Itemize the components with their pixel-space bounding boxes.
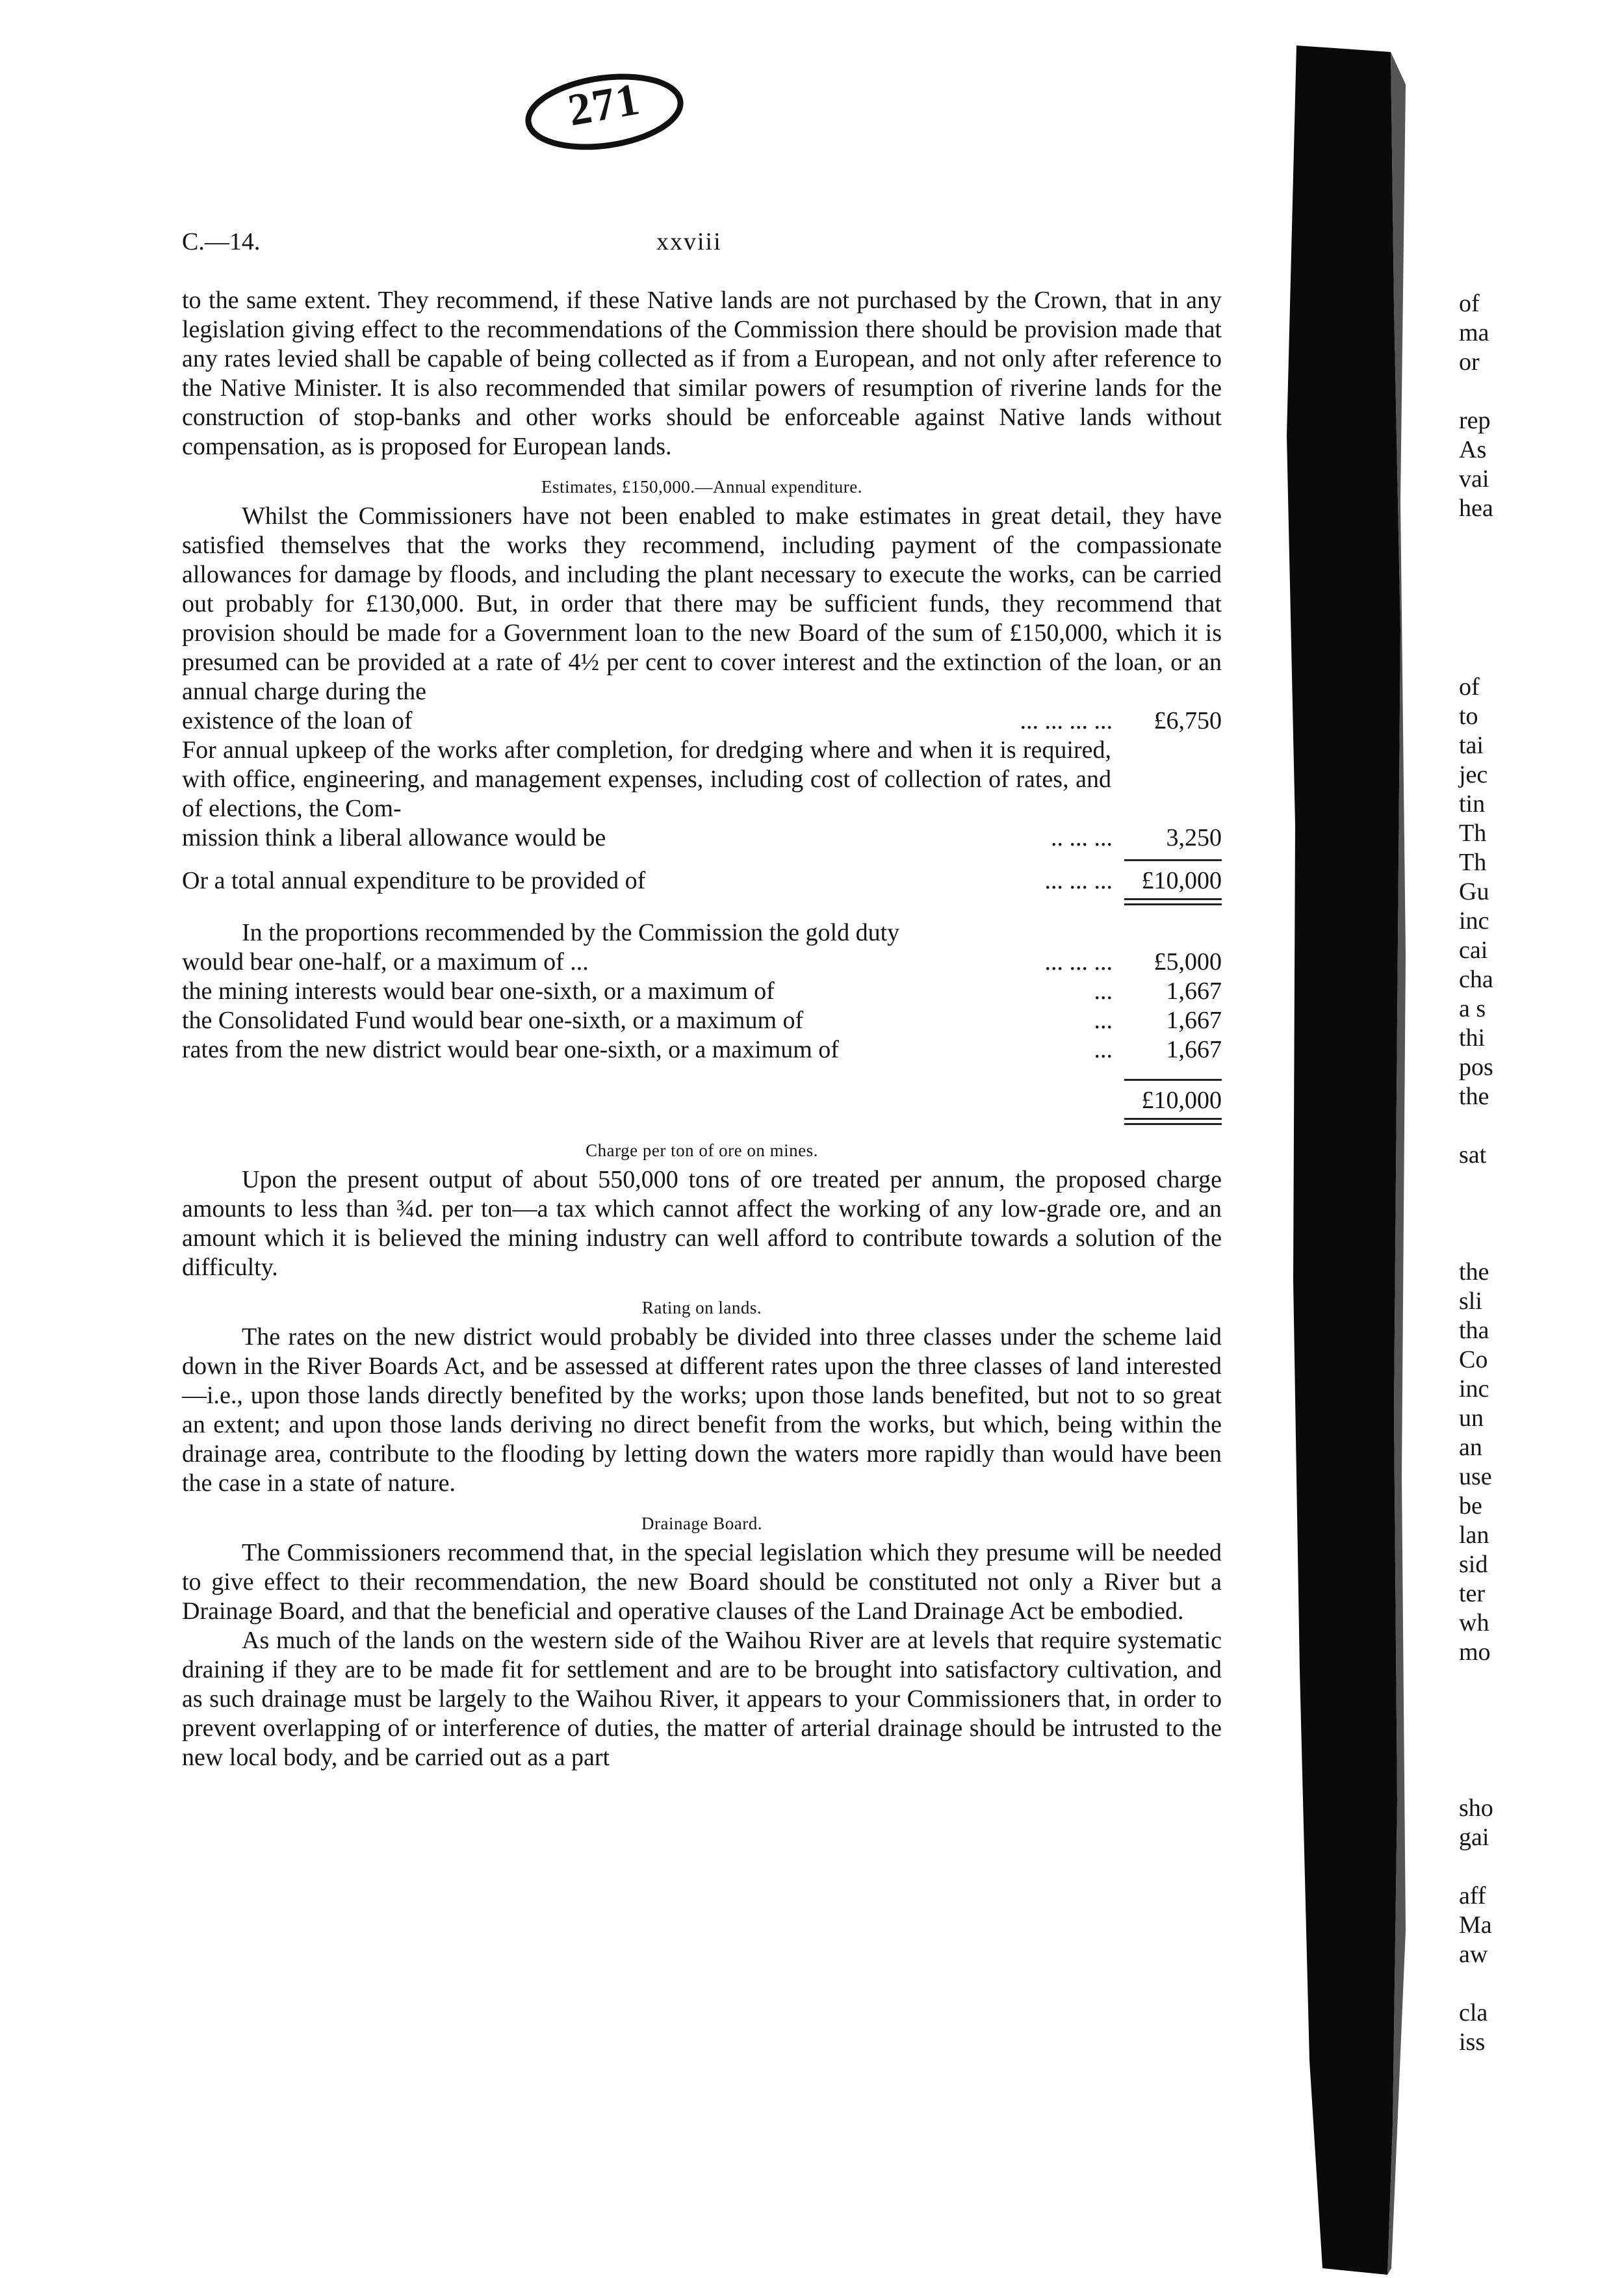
page-number: xxviii xyxy=(656,228,722,255)
margin-fragment: pos xyxy=(1459,1054,1493,1081)
line-total-expenditure xyxy=(182,866,1222,896)
margin-fragment: or xyxy=(1459,348,1480,376)
paragraph-arterial-drainage: As much of the lands on the western side of the Waihou River are at levels that require systematic draining if they are to be made fit for settlement and are to be brought into satisfactory cultivation, and as such drainage must be largely to the Waihou River, it appears to your Commissioners that, in order to prevent overlapping of or interference of duties, the matter of arterial drainage should be intrusted to the new local body, and be carried out as a part xyxy=(182,1627,1222,1771)
margin-fragment: ter xyxy=(1459,1580,1486,1607)
margin-fragment: iss xyxy=(1459,2028,1486,2056)
sum-rule xyxy=(1124,1079,1222,1081)
paragraph-upkeep: For annual upkeep of the works after completion, for dredging where and when it is required, with office, engineering, and management expenses, including cost of collection of rates, and of elections, the Com- xyxy=(182,736,1111,822)
margin-fragment: mo xyxy=(1459,1638,1491,1666)
stamp-number: 271 xyxy=(564,73,645,136)
leader-dots: ... ... ... xyxy=(1044,867,1113,894)
margin-fragment: use xyxy=(1459,1463,1492,1490)
proportion-amount: £5,000 xyxy=(1154,948,1222,976)
line-proportion-total xyxy=(182,1086,1222,1115)
margin-fragment: a s xyxy=(1459,995,1486,1022)
margin-fragment: an xyxy=(1459,1434,1482,1461)
margin-fragment: cla xyxy=(1459,1999,1488,2026)
line-loan-charge xyxy=(182,706,1222,736)
proportion-label: would bear one-half, or a maximum of ... xyxy=(182,948,589,976)
margin-fragment: Co xyxy=(1459,1346,1488,1373)
loan-charge-amount: £6,750 xyxy=(1154,707,1222,734)
total-expenditure-amount: £10,000 xyxy=(1141,867,1222,894)
line-upkeep xyxy=(182,823,1222,853)
margin-fragment: vai xyxy=(1459,465,1489,493)
margin-fragment: aw xyxy=(1459,1941,1488,1968)
margin-fragment: inc xyxy=(1459,1375,1489,1403)
margin-fragment: of xyxy=(1459,290,1480,317)
page-number-stamp xyxy=(520,65,689,156)
leader-dots: ... xyxy=(1094,1036,1113,1063)
margin-fragment: tha xyxy=(1459,1317,1489,1344)
margin-fragment: tai xyxy=(1459,732,1484,759)
total-double-rule xyxy=(1124,1118,1222,1125)
proportion-amount: 1,667 xyxy=(1166,1007,1222,1034)
paragraph-native-lands: to the same extent. They recommend, if these Native lands are not purchased by the Crown, that in any legislation giving effect to the recommendations of the Commission there should be provision made that any rates levied shall be capable of being collected as if from a European, and not only after reference to the Native Minister. It is also recommended that similar powers of resumption of riverine lands for the construction of stop-banks and other works should be enforceable against Native lands without compensation, as is proposed for European lands. xyxy=(182,287,1222,460)
sum-rule xyxy=(1124,859,1222,861)
margin-fragment: Ma xyxy=(1459,1911,1492,1939)
proportion-total-amount: £10,000 xyxy=(1141,1087,1222,1114)
leader-dots: ... ... ... ... xyxy=(1020,707,1113,734)
margin-fragment: lan xyxy=(1459,1521,1489,1549)
proportion-label: the Consolidated Fund would bear one-sixth, or a maximum of xyxy=(182,1007,804,1034)
margin-fragment: sli xyxy=(1459,1288,1482,1315)
proportion-row xyxy=(182,1006,1222,1035)
paragraph-proportions: In the proportions recommended by the Commission the gold duty xyxy=(242,919,900,946)
proportion-row xyxy=(182,948,1222,977)
margin-fragment: cha xyxy=(1459,966,1493,993)
margin-fragment: tin xyxy=(1459,790,1486,818)
paragraph-estimates: Whilst the Commissioners have not been enabled to make estimates in great detail, they have satisfied themselves that the works they recommend, including payment of the compassionate allowances for damage by floods, and including the plant necessary to execute the works, can be carried out probably for £130,000. But, in order that there may be sufficient funds, they recommend that provision should be made for a Government loan to the new Board of the sum of £150,000, which it is presumed can be provided at a rate of 4½ per cent to cover interest and the extinction of the loan, or an annual charge during the xyxy=(182,502,1222,705)
margin-fragment: be xyxy=(1459,1492,1482,1520)
leader-dots: ... xyxy=(1094,977,1113,1005)
report-reference: C.—14. xyxy=(182,228,261,255)
margin-fragment: cai xyxy=(1459,937,1488,964)
margin-fragment: gai xyxy=(1459,1824,1489,1851)
heading-charge-per-ton: Charge per ton of ore on mines. xyxy=(586,1141,818,1160)
margin-fragment: the xyxy=(1459,1258,1489,1286)
margin-fragment: Th xyxy=(1459,849,1487,876)
proportion-row xyxy=(182,1035,1222,1065)
margin-fragment: hea xyxy=(1459,495,1493,522)
proportion-row xyxy=(182,977,1222,1006)
heading-drainage-board: Drainage Board. xyxy=(641,1514,762,1533)
margin-fragment: of xyxy=(1459,673,1480,701)
binding-shadow xyxy=(1238,45,1407,2275)
total-double-rule xyxy=(1124,898,1222,905)
heading-estimates: Estimates, £150,000.—Annual expenditure. xyxy=(541,477,862,497)
upkeep-amount: 3,250 xyxy=(1166,824,1222,851)
margin-fragment: un xyxy=(1459,1404,1484,1432)
leader-dots: ... xyxy=(1094,1007,1113,1034)
proportion-amount: 1,667 xyxy=(1166,1036,1222,1063)
margin-fragment: sid xyxy=(1459,1551,1488,1578)
margin-fragment: the xyxy=(1459,1083,1489,1110)
margin-fragment: Th xyxy=(1459,820,1487,847)
page-body xyxy=(182,286,1222,1772)
leader-dots: ... ... ... xyxy=(1044,948,1113,976)
total-expenditure-label: Or a total annual expenditure to be provided of xyxy=(182,867,646,894)
margin-fragment: Gu xyxy=(1459,878,1489,905)
margin-fragment: ma xyxy=(1459,319,1489,346)
margin-fragment: As xyxy=(1459,436,1487,463)
margin-fragment: wh xyxy=(1459,1609,1489,1637)
margin-fragment: sat xyxy=(1459,1141,1487,1169)
paragraph-charge-per-ton: Upon the present output of about 550,000 tons of ore treated per annum, the proposed charge amounts to less than ¾d. per ton—a tax which cannot affect the working of any low-grade ore, and an amount which it is believed the mining industry can well afford to contribute towards a solution of the difficulty. xyxy=(182,1166,1222,1281)
loan-charge-label: existence of the loan of xyxy=(182,707,413,734)
leader-dots: .. ... ... xyxy=(1051,824,1113,851)
margin-fragment: sho xyxy=(1459,1794,1493,1822)
paragraph-rating: The rates on the new district would probably be divided into three classes under the scheme laid down in the River Boards Act, and be assessed at different rates upon the three classes of land interested—i.e., upon those lands directly benefited by the works; upon those lands benefited, but not to so great an extent; and upon those lands deriving no direct benefit from the works, but which, being within the drainage area, contribute to the flooding by letting down the waters more rapidly than would have been the case in a state of nature. xyxy=(182,1323,1222,1497)
proportion-label: rates from the new district would bear one-sixth, or a maximum of xyxy=(182,1036,839,1063)
proportion-amount: 1,667 xyxy=(1166,977,1222,1005)
margin-fragment: to xyxy=(1459,703,1478,730)
margin-fragment: aff xyxy=(1459,1882,1486,1909)
paragraph-drainage-board: The Commissioners recommend that, in the special legislation which they presume will be needed to give effect to their recommendation, the new Board should be constituted not only a River but a Drainage Board, and that the beneficial and operative clauses of the Land Drainage Act be embodied. xyxy=(182,1539,1222,1625)
margin-fragment: inc xyxy=(1459,907,1489,935)
margin-fragment: thi xyxy=(1459,1024,1486,1052)
proportion-label: the mining interests would bear one-sixth, or a maximum of xyxy=(182,977,775,1005)
upkeep-label: mission think a liberal allowance would be xyxy=(182,824,606,851)
margin-fragment: rep xyxy=(1459,407,1491,434)
margin-fragment: jec xyxy=(1459,761,1488,788)
heading-rating: Rating on lands. xyxy=(641,1298,762,1317)
